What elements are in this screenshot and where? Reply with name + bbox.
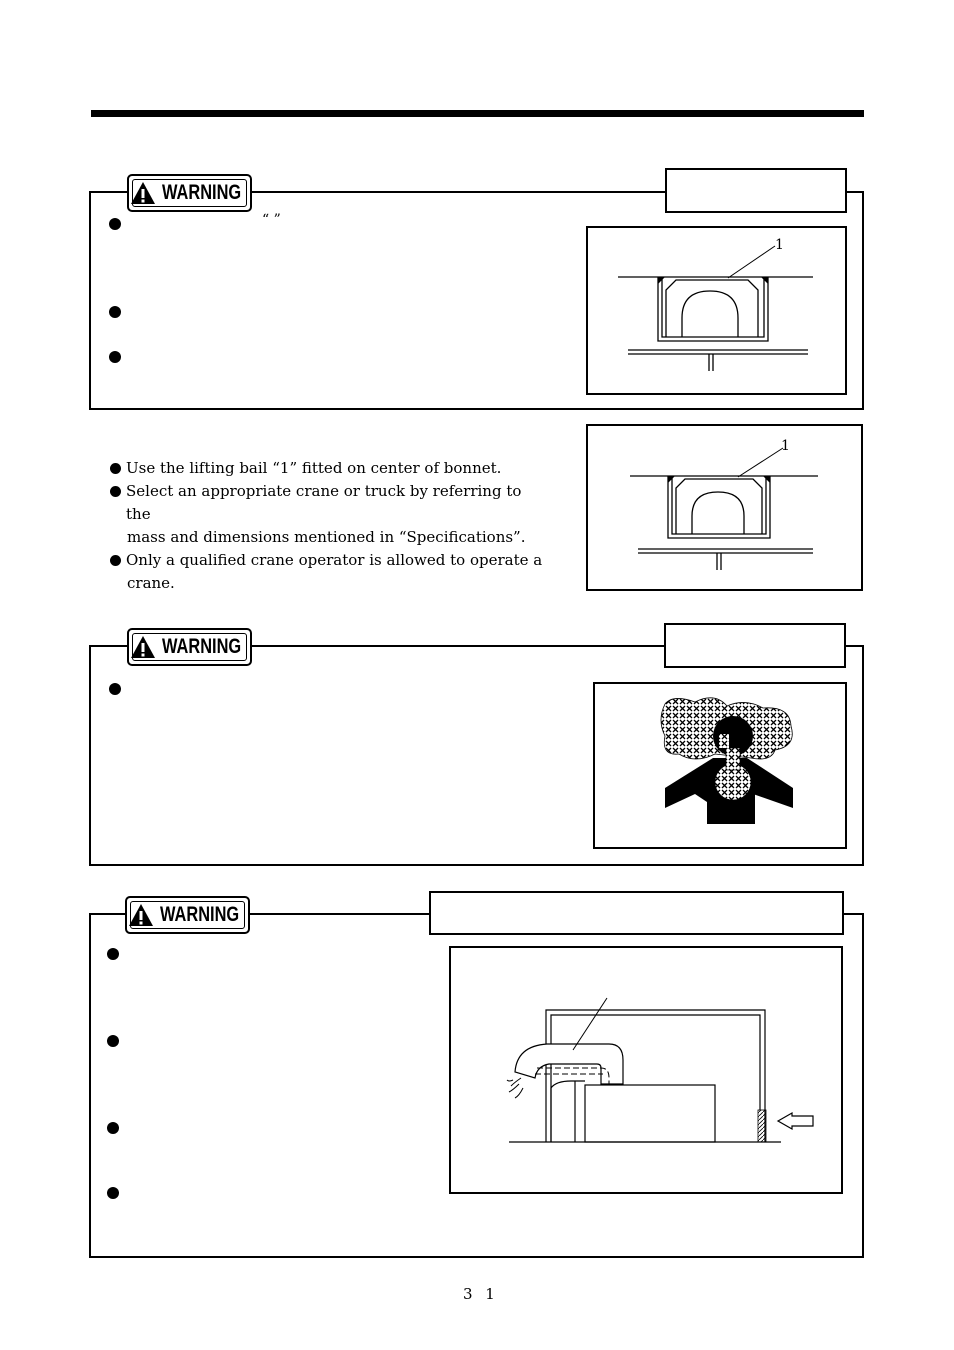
warning-triangle-icon bbox=[128, 903, 154, 927]
figure-lifting-bail-1 bbox=[586, 226, 847, 395]
warning-badge-2 bbox=[127, 628, 252, 666]
figure-lifting-bail-2 bbox=[586, 424, 863, 591]
warning-label: WARNING bbox=[161, 635, 241, 658]
bullet-dot bbox=[109, 351, 121, 363]
bullet-dot bbox=[107, 948, 119, 960]
warning-label: WARNING bbox=[161, 181, 241, 204]
bullet-dot bbox=[109, 683, 121, 695]
lifting-bullet-2: Select an appropriate crane or truck by referring to the bbox=[110, 480, 550, 526]
figure-callout-number: 1 bbox=[781, 438, 790, 454]
bullet-dot bbox=[107, 1122, 119, 1134]
warning-triangle-icon bbox=[130, 635, 156, 659]
bullet-dot bbox=[110, 463, 121, 474]
warning-label: WARNING bbox=[159, 903, 239, 926]
header-rule bbox=[91, 110, 864, 117]
warning-badge-3 bbox=[125, 896, 250, 934]
bullet-dot bbox=[107, 1187, 119, 1199]
lifting-instructions bbox=[110, 457, 550, 595]
lifting-bullet-3: Only a qualified crane operator is allowed to operate a bbox=[110, 549, 550, 572]
lifting-bullet-3-continuation: crane. bbox=[127, 574, 175, 592]
page-number: 3 1 bbox=[463, 1285, 499, 1303]
section-label-box-3 bbox=[429, 891, 844, 935]
figure-ventilation-room bbox=[449, 946, 843, 1194]
warning-triangle-icon bbox=[130, 181, 156, 205]
figure-toxic-gas-pictogram bbox=[593, 682, 847, 849]
bullet-dot bbox=[110, 555, 121, 566]
lifting-bullet-1: Use the lifting bail “1” fitted on center of bonnet. bbox=[110, 457, 550, 480]
warning-badge-1 bbox=[127, 174, 252, 212]
figure-callout-number: 1 bbox=[775, 237, 784, 253]
lifting-bullet-2-continuation: mass and dimensions mentioned in “Specifications”. bbox=[127, 528, 526, 546]
bullet-dot bbox=[110, 486, 121, 497]
section-label-box-2 bbox=[664, 623, 846, 668]
bullet-dot bbox=[109, 306, 121, 318]
section-label-box-1 bbox=[665, 168, 847, 213]
bullet-dot bbox=[107, 1035, 119, 1047]
bullet-dot bbox=[109, 218, 121, 230]
quote-marks: “ ” bbox=[262, 212, 281, 228]
